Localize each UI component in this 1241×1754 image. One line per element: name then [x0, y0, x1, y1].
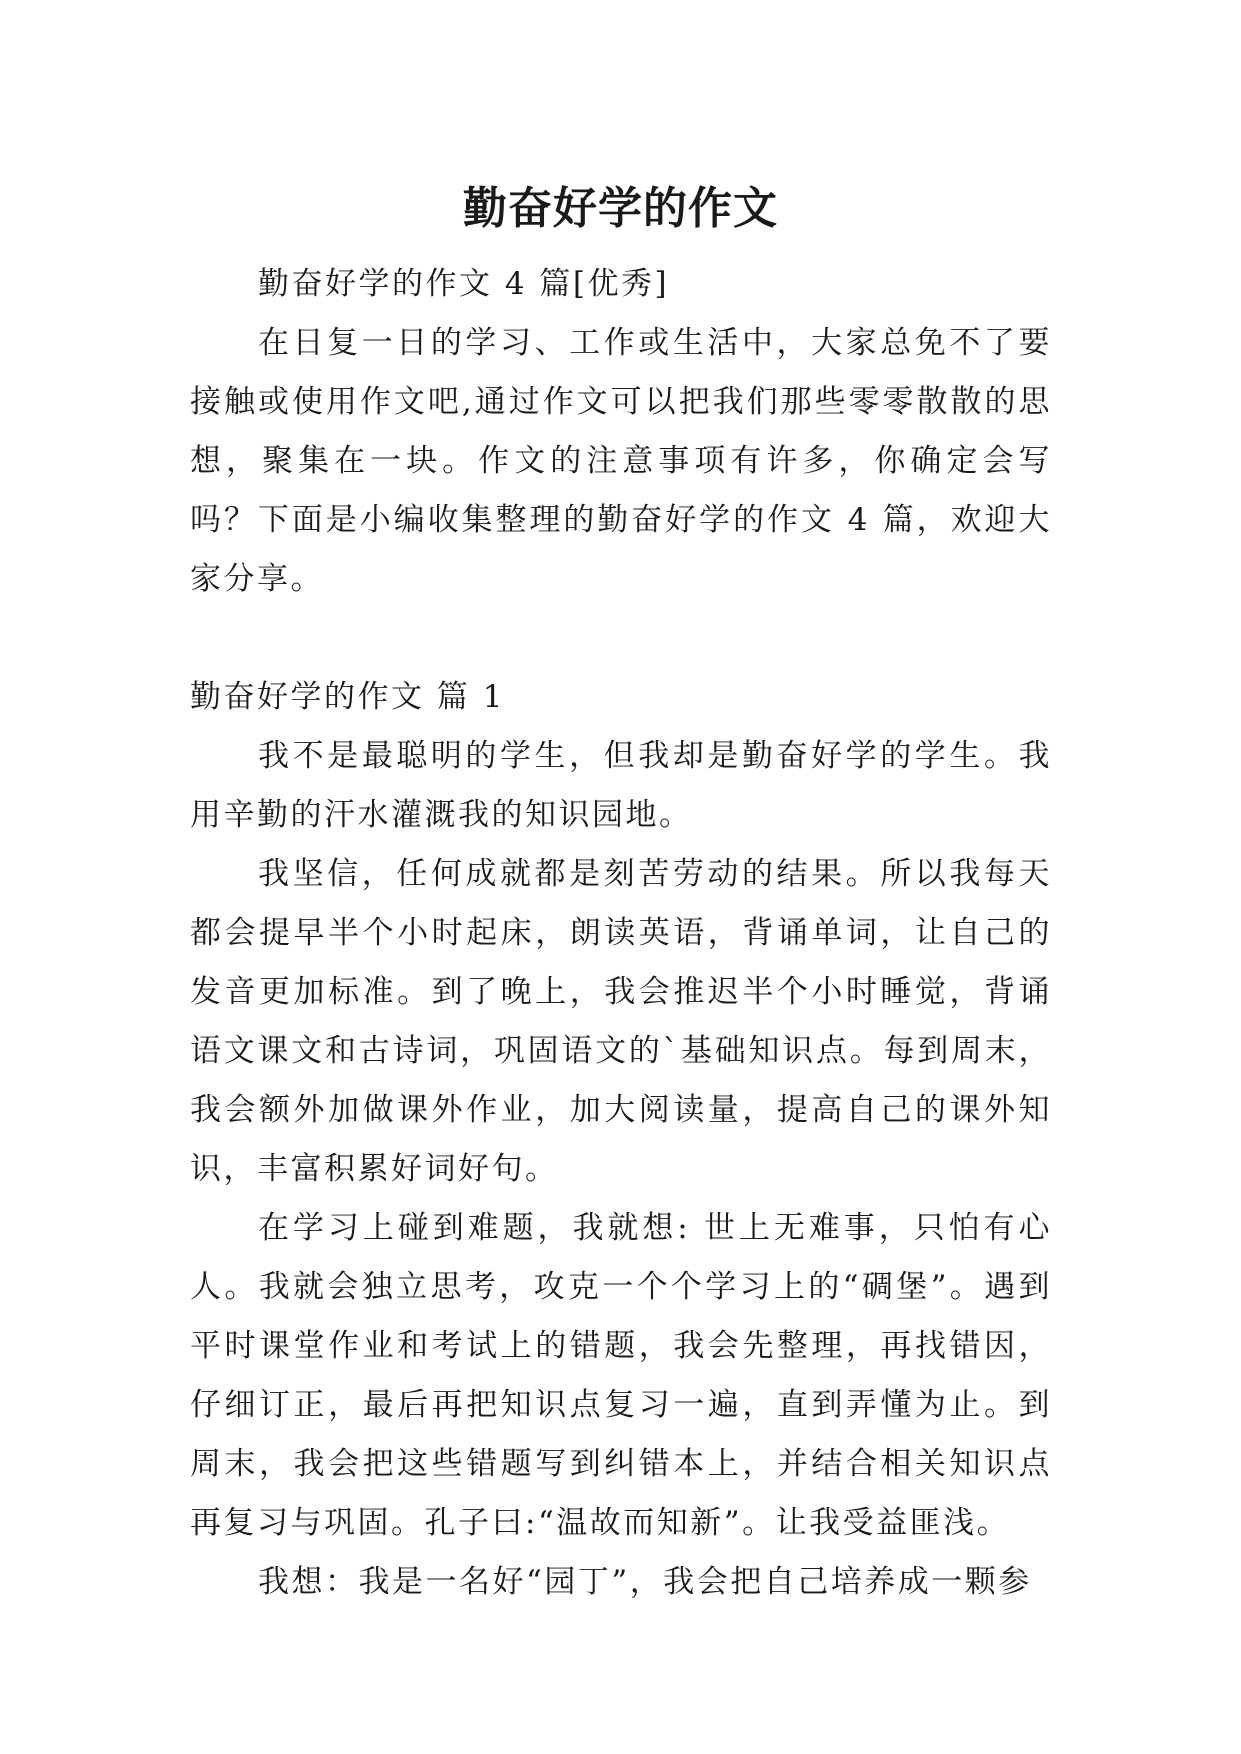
document-body — [190, 255, 1052, 1612]
body-paragraph: 我不是最聪明的学生，但我却是勤奋好学的学生。我用辛勤的汗水灌溉我的知识园地。 — [190, 738, 1052, 833]
body-paragraph: 我想：我是一名好“园丁”，我会把自己培养成一颗参 — [258, 1564, 1032, 1600]
intro-paragraph: 在日复一日的学习、工作或生活中，大家总免不了要接触或使用作文吧,通过作文可以把我们那些零零散散的思想，聚集在一块。作文的注意事项有许多，你确定会写吗？下面是小编收集整理的勤奋好学的作文 4 篇，欢迎大家分享。 — [190, 325, 1052, 597]
body-paragraph: 我坚信，任何成就都是刻苦劳动的结果。所以我每天都会提早半个小时起床，朗读英语，背诵单词，让自己的发音更加标准。到了晚上，我会推迟半个小时睡觉，背诵语文课文和古诗词，巩固语文的`基础知识点。每到周末，我会额外加做课外作业，加大阅读量，提高自己的课外知识，丰富积累好词好句。 — [190, 856, 1052, 1187]
section-heading: 勤奋好学的作文 篇 1 — [190, 679, 505, 715]
document-subtitle: 勤奋好学的作文 4 篇[优秀] — [258, 266, 670, 302]
document-title: 勤奋好学的作文 — [463, 183, 778, 235]
body-paragraph: 在学习上碰到难题，我就想: 世上无难事，只怕有心人。我就会独立思考，攻克一个个学习上的“碉堡”。遇到平时课堂作业和考试上的错题，我会先整理，再找错因，仔细订正，最后再把知识点复习一遍，直到弄懂为止。到周末，我会把这些错题写到纠错本上，并结合相关知识点再复习与巩固。孔子曰:“温故而知新”。让我受益匪浅。 — [190, 1210, 1052, 1541]
